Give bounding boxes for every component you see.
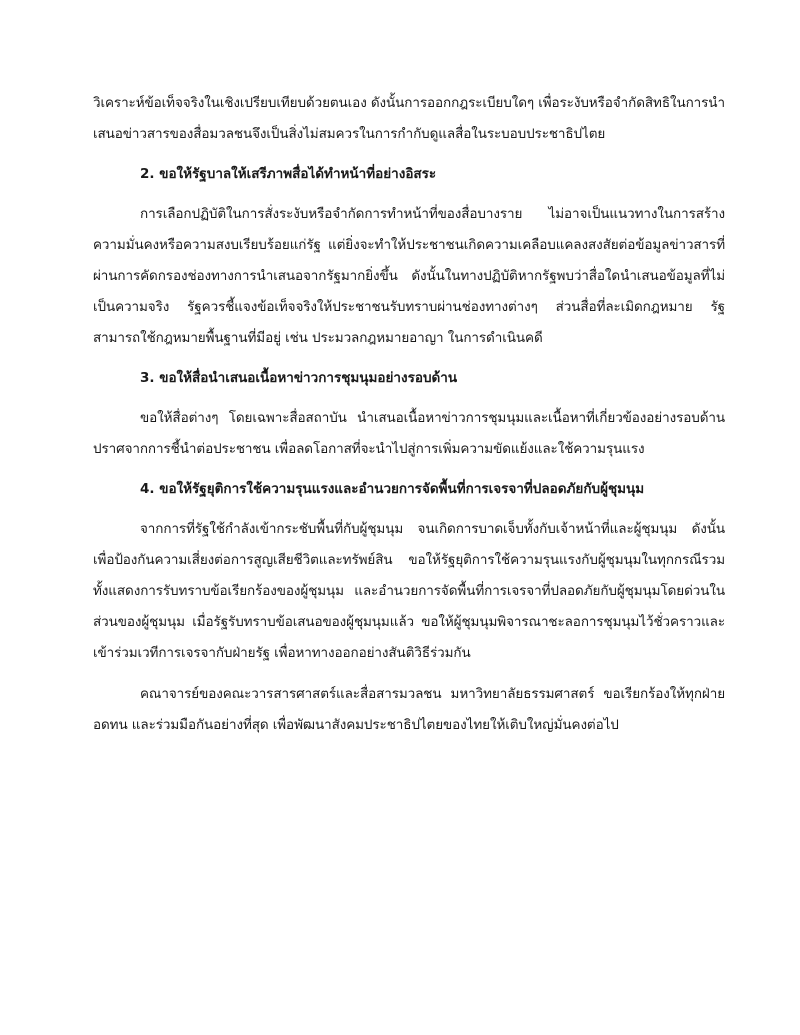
paragraph-continuation: วิเคราะห์ข้อเท็จจริงในเชิงเปรียบเทียบด้วยตนเอง ดังนั้นการออกกฎระเบียบใดๆ เพื่อระงับหรือจำกัดสิทธิในการนำเสนอข่าวสารของสื่อมวลชนจึงเป็นสิ่งไม่สมควรในการกำกับดูแลสื่อในระบอบประชาธิปไตย — [93, 95, 725, 142]
paragraph-closing: คณาจารย์ของคณะวารสารศาสตร์และสื่อสารมวลชน มหาวิทยาลัยธรรมศาสตร์ ขอเรียกร้องให้ทุกฝ่ายอดทน และร่วมมือกันอย่างที่สุด เพื่อพัฒนาสังคมประชาธิปไตยของไทยให้เติบใหญ่มั่นคงต่อไป — [93, 686, 725, 733]
heading-item-4: 4. ขอให้รัฐยุติการใช้ความรุนแรงและอำนวยการจัดพื้นที่การเจรจาที่ปลอดภัยกับผู้ชุมนุม — [140, 481, 645, 497]
heading-item-3: 3. ขอให้สื่อนำเสนอเนื้อหาข่าวการชุมนุมอย่างรอบด้าน — [140, 370, 458, 386]
paragraph-item-3: ขอให้สื่อต่างๆ โดยเฉพาะสื่อสถาบัน นำเสนอเนื้อหาข่าวการชุมนุมและเนื้อหาที่เกี่ยวข้องอย่างรอบด้านปราศจากการชี้นำต่อประชาชน เพื่อลดโอกาสที่จะนำไปสู่การเพิ่มความขัดแย้งและใช้ความรุนแรง — [93, 410, 725, 457]
paragraph-gap — [93, 669, 725, 679]
heading-item-2: 2. ขอให้รัฐบาลให้เสรีภาพสื่อได้ทำหน้าที่อย่างอิสระ — [140, 166, 437, 182]
paragraph-item-2: การเลือกปฏิบัติในการสั่งระงับหรือจำกัดการทำหน้าที่ของสื่อบางราย ไม่อาจเป็นแนวทางในการสร้างความมั่นคงหรือความสงบเรียบร้อยแก่รัฐ แต่ยิ่งจะทำให้ประชาชนเกิดความเคลือบแคลงสงสัยต่อข้อมูลข่าวสารที่ผ่านการคัดกรองช่องทางการนำเสนอจากรัฐมากยิ่งขึ้น ดังนั้นในทางปฏิบัติหากรัฐพบว่าสื่อใดนำเสนอข้อมูลที่ไม่เป็นความจริง รัฐควรชี้แจงข้อเท็จจริงให้ประชาชนรับทราบผ่านช่องทางต่างๆ ส่วนสื่อที่ละเมิดกฎหมาย รัฐสามารถใช้กฎหมายพื้นฐานที่มีอยู่ เช่น ประมวลกฎหมายอาญา ในการดำเนินคดี — [93, 206, 725, 346]
paragraph-item-4: จากการที่รัฐใช้กำลังเข้ากระชับพื้นที่กับผู้ชุมนุม จนเกิดการบาดเจ็บทั้งกับเจ้าหน้าที่และผู้ชุมนุม ดังนั้นเพื่อป้องกันความเสี่ยงต่อการสูญเสียชีวิตและทรัพย์สิน ขอให้รัฐยุติการใช้ความรุนแรงกับผู้ชุมนุมในทุกกรณีรวมทั้งแสดงการรับทราบข้อเรียกร้องของผู้ชุมนุม และอำนวยการจัดพื้นที่การเจรจาที่ปลอดภัยกับผู้ชุมนุมโดยด่วนในส่วนของผู้ชุมนุม เมื่อรัฐรับทราบข้อเสนอของผู้ชุมนุมแล้ว ขอให้ผู้ชุมนุมพิจารณาชะลอการชุมนุมไว้ชั่วคราวและเข้าร่วมเวทีการเจรจากับฝ่ายรัฐ เพื่อหาทางออกอย่างสันติวิธีร่วมกัน — [93, 521, 725, 661]
